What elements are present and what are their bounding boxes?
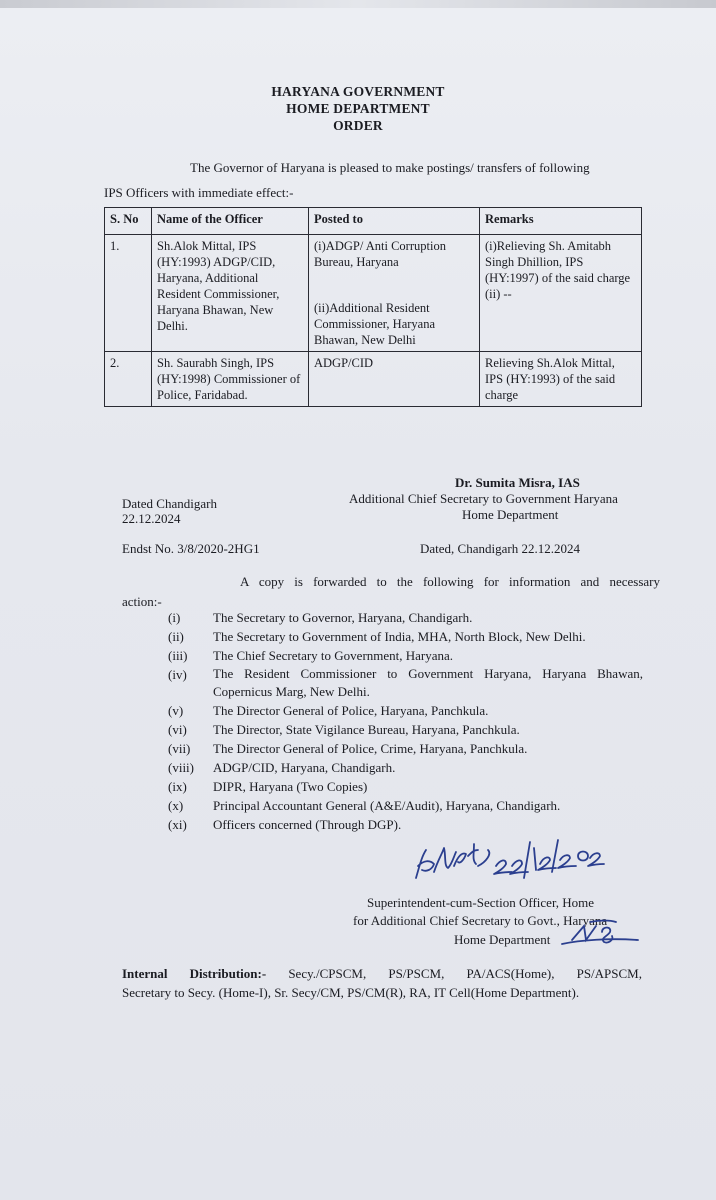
table-header-row [105,208,642,235]
table-row [105,352,642,407]
col-header-posted: Posted to [309,208,480,235]
list-item: (viii) ADGP/CID, Haryana, Chandigarh. [168,760,396,775]
internal-distribution-label: Internal Distribution:- [122,966,267,981]
endorsement-date: Dated, Chandigarh 22.12.2024 [420,541,580,556]
copy-forward-line-2: action:- [122,594,162,609]
cell-remarks [480,235,642,352]
signatory-department: Home Department [462,507,559,522]
remarks-item: (i)Relieving Sh. Amitabh Singh Dhillion, IPS (HY:1997) of the said charge [485,239,631,285]
postings-table [104,207,642,407]
list-item: (x) Principal Accountant General (A&E/Audit), Haryana, Chandigarh. [168,798,561,813]
list-item: (ix) DIPR, Haryana (Two Copies) [168,779,368,794]
internal-distribution-line-2: Secretary to Secy. (Home-I), Sr. Secy/CM, PS/CM(R), RA, IT Cell(Home Department). [122,985,580,1000]
cell-officer-name: Sh.Alok Mittal, IPS (HY:1993) ADGP/CID, Haryana, Additional Resident Commissioner, Haryana Bhawan, New Delhi. [152,235,309,352]
cell-sno: 2. [105,352,152,407]
cell-sno: 1. [105,235,152,352]
list-item: (iii) The Chief Secretary to Government, Haryana. [168,648,454,663]
endorsement-number: Endst No. 3/8/2020-2HG1 [122,541,260,556]
col-header-name: Name of the Officer [152,208,309,235]
second-signatory-line-3: Home Department [454,932,551,947]
header-order: ORDER [333,118,383,133]
list-item: (vii) The Director General of Police, Crime, Haryana, Panchkula. [168,741,528,756]
second-signatory-line-1: Superintendent-cum-Section Officer, Home [367,895,595,910]
copy-forward-line-1: A copy is forwarded to the following for information and necessary [240,574,660,589]
recipient-list [168,608,643,834]
list-item: (xi) Officers concerned (Through DGP). [168,817,402,832]
cell-posted-to [309,235,480,352]
intro-line-2: IPS Officers with immediate effect:- [104,185,294,200]
signatory-name: Dr. Sumita Misra, IAS [455,475,580,490]
signatory-title: Additional Chief Secretary to Government Haryana [349,491,618,506]
scan-edge [0,0,716,8]
posted-to-item: (i)ADGP/ Anti Corruption Bureau, Haryana [314,239,446,269]
list-item: (ii) The Secretary to Government of India, MHA, North Block, New Delhi. [168,629,586,644]
table-row [105,235,642,352]
dated-date: 22.12.2024 [122,511,181,526]
cell-remarks: Relieving Sh.Alok Mittal, IPS (HY:1993) of the said charge [480,352,642,407]
cell-officer-name: Sh. Saurabh Singh, IPS (HY:1998) Commissioner of Police, Faridabad. [152,352,309,407]
list-item: (i) The Secretary to Governor, Haryana, Chandigarh. [168,610,473,625]
internal-distribution-line-1 [122,965,642,982]
initials-mark [560,918,640,950]
remarks-item: (ii) -- [485,287,512,301]
second-signatory-line-2: for Additional Chief Secretary to Govt., Haryana [353,913,608,928]
handwritten-signature-date [408,826,608,892]
list-item: (vi) The Director, State Vigilance Bureau, Haryana, Panchkula. [168,722,520,737]
list-item: (iv) The Resident Commissioner to Government Haryana, Haryana Bhawan, Copernicus Marg, New Delhi. [168,666,643,699]
col-header-remarks: Remarks [480,208,642,235]
posted-to-item: (ii)Additional Resident Commissioner, Haryana Bhawan, New Delhi [314,301,436,347]
internal-distribution-recipients: Secy./CPSCM, PS/PSCM, PA/ACS(Home), PS/APSCM, [288,966,642,981]
col-header-sno: S. No [105,208,152,235]
header-department: HOME DEPARTMENT [286,101,430,116]
header-government: HARYANA GOVERNMENT [271,84,445,99]
cell-posted-to: ADGP/CID [309,352,480,407]
dated-place: Dated Chandigarh [122,496,217,511]
list-item: (v) The Director General of Police, Haryana, Panchkula. [168,703,489,718]
intro-line-1: The Governor of Haryana is pleased to make postings/ transfers of following [190,160,590,175]
